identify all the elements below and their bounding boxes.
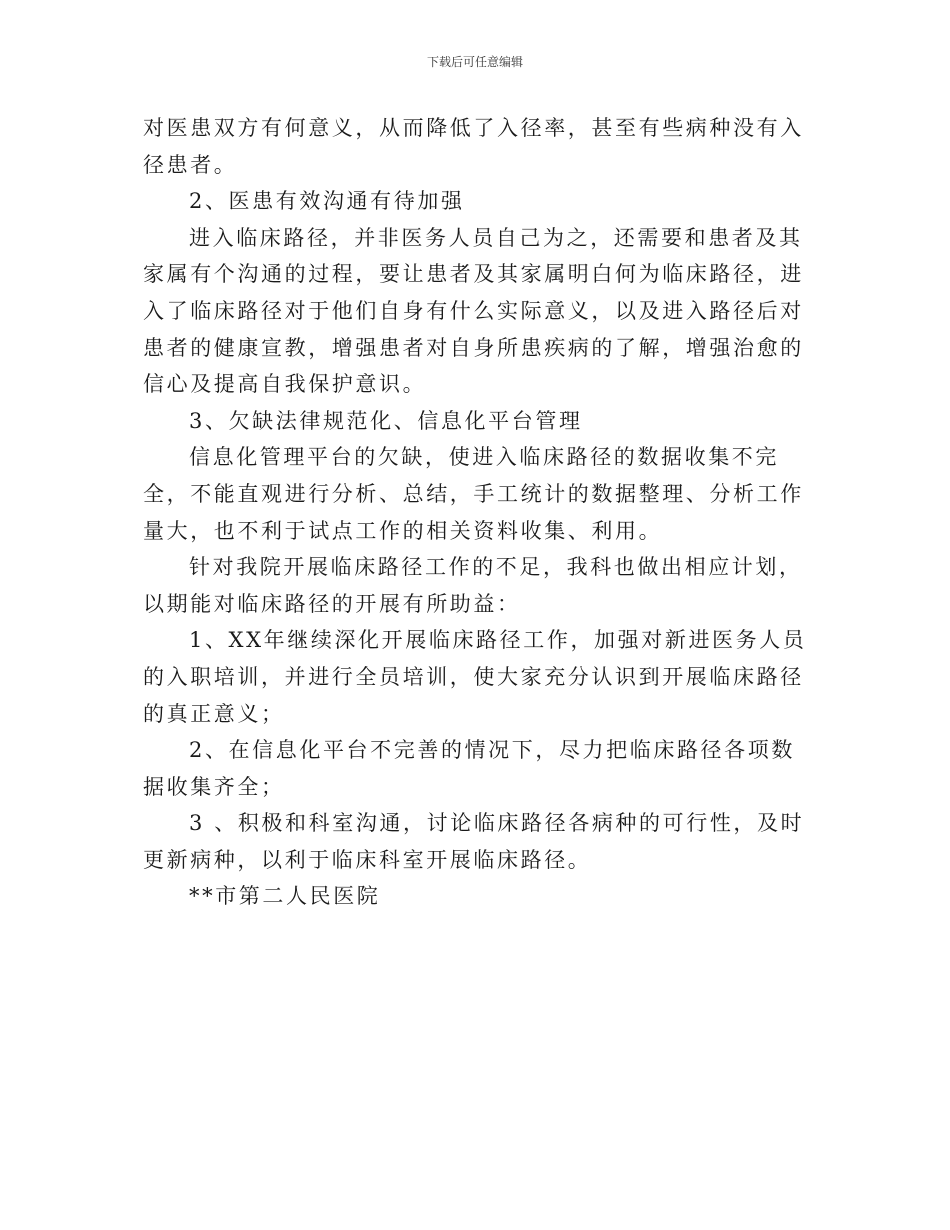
section-heading-2: 2、医患有效沟通有待加强 [189, 189, 465, 214]
paragraph-plan-intro: 针对我院开展临床路径工作的不足，我科也做出相应计划，以期能对临床路径的开展有所助益： [143, 555, 803, 616]
document-body [143, 110, 813, 915]
paragraph-information-platform: 信息化管理平台的欠缺，使进入临床路径的数据收集不完全，不能直观进行分析、总结，手工统计的数据整理、分析工作量大，也不利于试点工作的相关资料收集、利用。 [143, 445, 804, 543]
signature-hospital: **市第二人民医院 [189, 884, 381, 909]
plan-item-3: 3 、积极和科室沟通，讨论临床路径各病种的可行性，及时更新病种，以利于临床科室开展临床路径。 [143, 811, 805, 872]
plan-item-2: 2、在信息化平台不完善的情况下，尽力把临床路径各项数据收集齐全； [143, 738, 795, 799]
plan-item-1: 1、XX年继续深化开展临床路径工作，加强对新进医务人员的入职培训，并进行全员培训，使大家充分认识到开展临床路径的真正意义； [143, 628, 807, 726]
page-header-note: 下载后可任意编辑 [426, 55, 523, 69]
paragraph-communication: 进入临床路径，并非医务人员自己为之，还需要和患者及其家属有个沟通的过程，要让患者及其家属明白何为临床路径，进入了临床路径对于他们自身有什么实际意义，以及进入路径后对患者的健康宣教，增强患者对自身所患疾病的了解，增强治愈的信心及提高自我保护意识。 [143, 225, 804, 397]
section-heading-3: 3、欠缺法律规范化、信息化平台管理 [189, 408, 583, 433]
paragraph-continuation: 对医患双方有何意义，从而降低了入径率，甚至有些病种没有入径患者。 [143, 116, 804, 177]
